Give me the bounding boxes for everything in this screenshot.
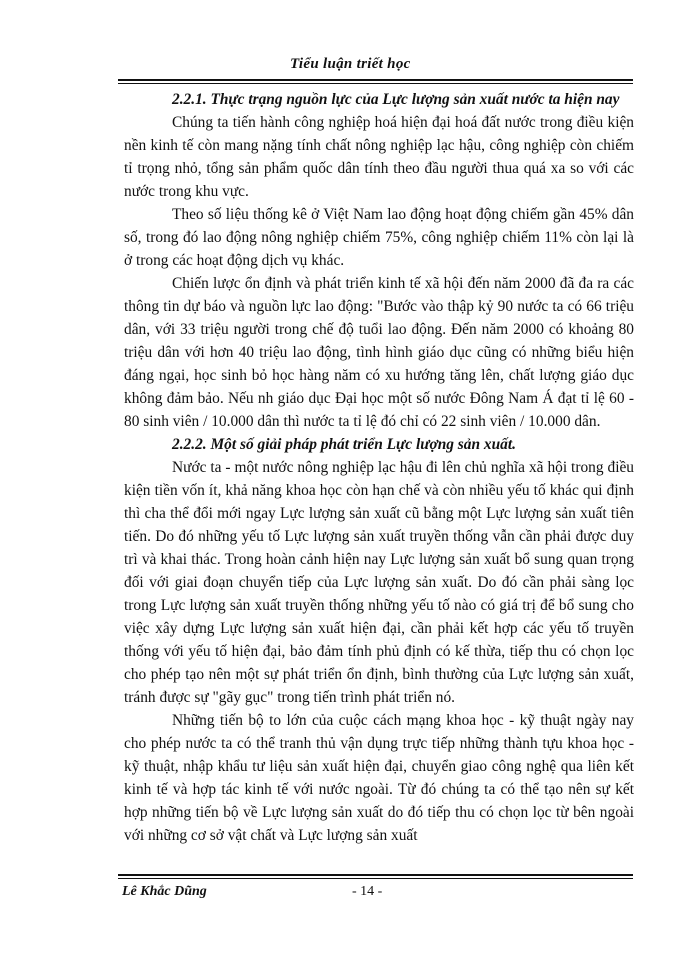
paragraph: Chúng ta tiến hành công nghiệp hoá hiện đại hoá đất nước trong điều kiện nền kinh tế còn mang nặng tính chất nông nghiệp lạc hậu, công nghiệp còn chiếm tỉ trọng nhỏ, tổng sản phẩm quốc dân tính theo đầu người thua quá xa so với các nước trong khu vực. [124,114,634,200]
header-rule-thin [118,83,633,84]
page-number: - 14 - [352,884,383,899]
footer-rule-thin [118,878,633,879]
footer-author: Lê Khắc Dũng [122,884,207,899]
paragraph: Nước ta - một nước nông nghiệp lạc hậu đi lên chủ nghĩa xã hội trong điều kiện tiền vốn ít, khả năng khoa học còn hạn chế và còn nhiều yếu tố khác qui định thì cha thể đổi mới ngay Lực lượng sản xuất cũ bằng một Lực lượng sản xuất tiên tiến. Do đó những yếu tố Lực lượng sản xuất truyền thống vẫn cần phải được duy trì và khai thác. Trong hoàn cảnh hiện nay Lực lượng sản xuất bổ sung quan trọng đối với giai đoạn chuyển tiếp của Lực lượng sản xuất. Do đó cần phải sàng lọc trong Lực lượng sản xuất truyền thống những yếu tố nào có giá trị để bổ sung cho việc xây dựng Lực lượng sản xuất hiện đại, cần phải kết hợp các yếu tố truyền thống với yếu tố hiện đại, bảo đảm tính phủ định có kế thừa, tiếp thu có chọn lọc cho phép tạo nên một sự phát triển ổn định, bình thường của Lực lượng sản xuất, tránh được sự "gãy gục" trong tiến trình phát triển nó. [124,459,634,706]
section-heading: 2.2.1. Thực trạng nguồn lực của Lực lượng sản xuất nước ta hiện nay [172,91,620,108]
section-heading: 2.2.2. Một số giải pháp phát triển Lực lượng sản xuất. [172,436,516,453]
paragraph: Theo số liệu thống kê ở Việt Nam lao động hoạt động chiếm gần 45% dân số, trong đó lao động nông nghiệp chiếm 75%, công nghiệp chiếm 11% còn lại là ở trong các hoạt động dịch vụ khác. [124,206,634,269]
footer-rule [118,874,633,876]
header-rule [118,79,633,81]
document-body [124,88,634,847]
paragraph: Chiến lược ổn định và phát triển kinh tế xã hội đến năm 2000 đã đa ra các thông tin dự báo và nguồn lực lao động: "Bước vào thập kỷ 90 nước ta có 66 triệu dân, với 33 triệu người trong chế độ tuổi lao động. Đến năm 2000 có khoảng 80 triệu dân với hơn 40 triệu lao động, tình hình giáo dục cũng có những biểu hiện đáng ngại, học sinh bỏ học hàng năm có xu hướng tăng lên, chất lượng giáo dục không đảm bảo. Nếu nh giáo dục Đại học một số nước Đông Nam Á đạt tỉ lệ 60 - 80 sinh viên / 10.000 dân thì nước ta tỉ lệ đó chỉ có 22 sinh viên / 10.000 dân. [124,275,634,430]
paragraph: Những tiến bộ to lớn của cuộc cách mạng khoa học - kỹ thuật ngày nay cho phép nước ta có thể tranh thủ vận dụng trực tiếp những thành tựu khoa học - kỹ thuật, nhập khẩu tư liệu sản xuất hiện đại, chuyển giao công nghệ qua liên kết kinh tế và hợp tác kinh tế với nước ngoài. Từ đó chúng ta có thể tạo nên sự kết hợp những tiến bộ về Lực lượng sản xuất do đó tiếp thu có chọn lọc từ bên ngoài với những cơ sở vật chất và Lực lượng sản xuất [124,712,634,844]
document-header-title: Tiểu luận triết học [290,56,411,72]
